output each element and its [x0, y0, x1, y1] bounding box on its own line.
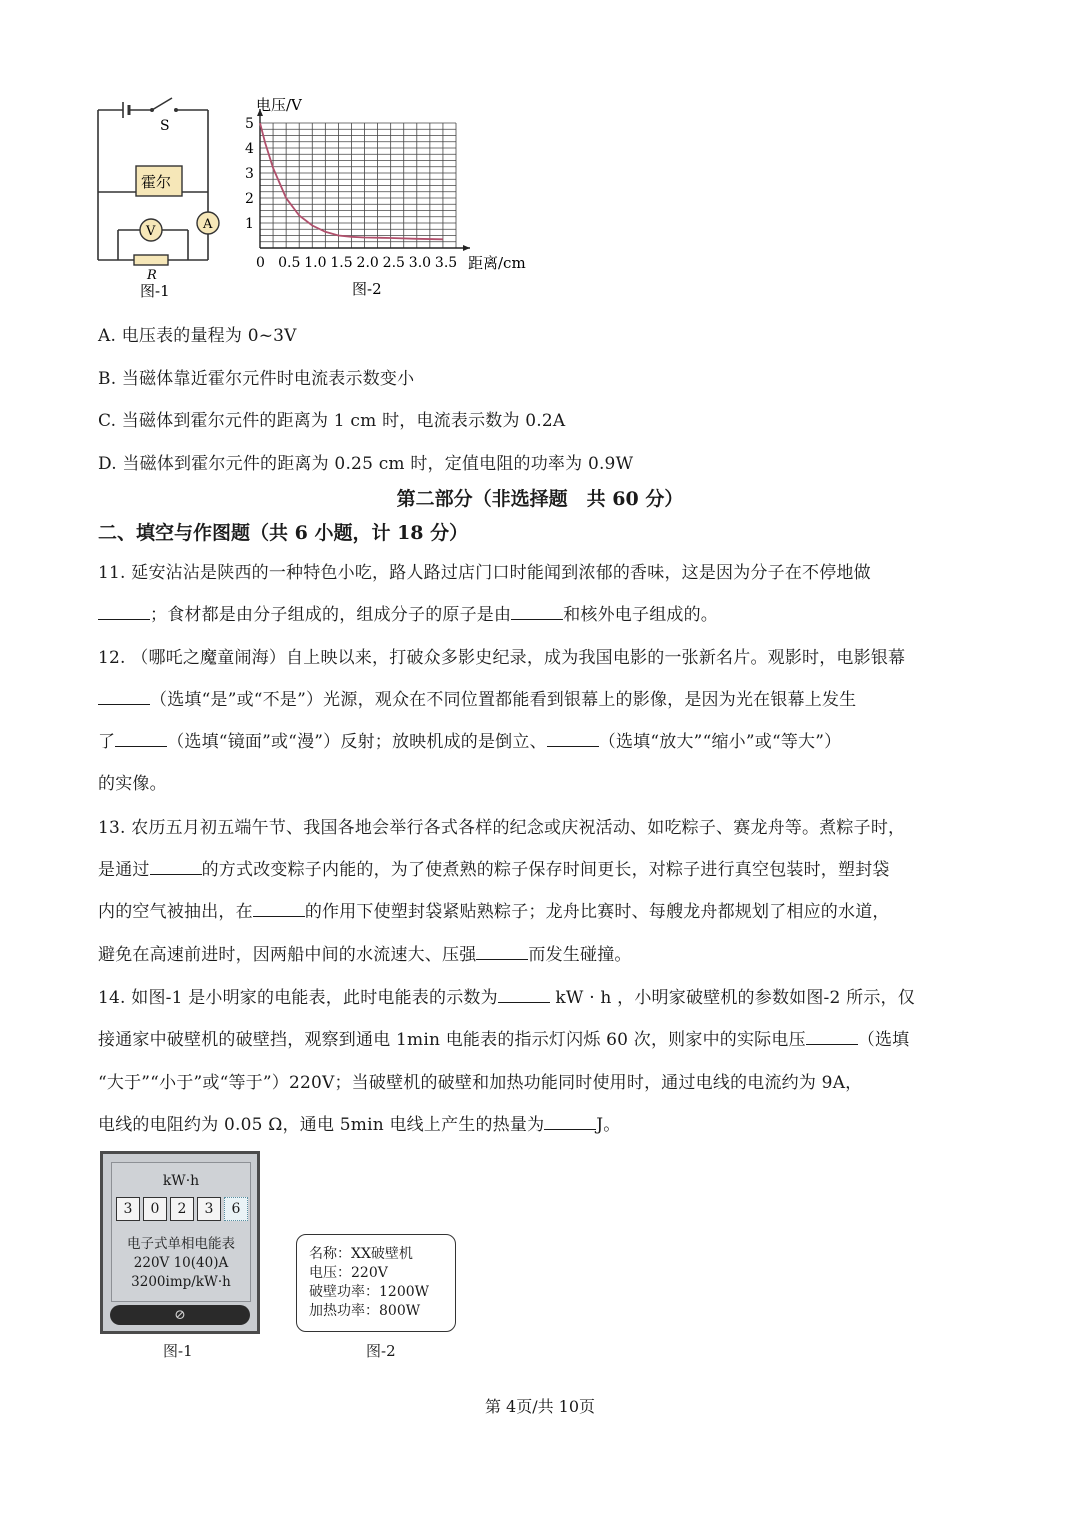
q14-text: kW · h ，小明家破壁机的参数如图-2 所示，仅: [549, 988, 915, 1008]
x-tick-label: 1.0: [304, 255, 327, 271]
option-b: B. 当磁体靠近霍尔元件时电流表示数变小: [98, 369, 415, 389]
section-title: 二、填空与作图题（共 6 小题，计 18 分）: [98, 522, 469, 544]
option-d: D. 当磁体到霍尔元件的距离为 0.25 cm 时，定值电阻的功率为 0.9W: [98, 454, 634, 474]
x-axis-label: 距离/cm: [468, 254, 526, 272]
y-tick-label: 4: [245, 141, 254, 157]
meter-digit: 3: [116, 1197, 140, 1221]
answer-blank[interactable]: [115, 732, 167, 747]
voltmeter-label: V: [146, 224, 156, 239]
part-two-title: 第二部分（非选择题 共 60 分）: [396, 488, 684, 510]
q14-line3: “大于”“小于”或“等于”）220V；当破壁机的破壁和加热功能同时使用时，通过电线的电流约为 9A，: [98, 1073, 863, 1093]
meter-unit: kW·h: [162, 1173, 200, 1189]
answer-blank[interactable]: [806, 1030, 858, 1045]
q12-line4: 的实像。: [98, 774, 167, 794]
graph-caption: 图-2: [352, 280, 382, 298]
ammeter-label: A: [203, 217, 213, 232]
answer-blank[interactable]: [476, 945, 528, 960]
q12-text: （选填“镜面”或“漫”）反射；放映机成的是倒立、: [167, 732, 547, 752]
option-c: C. 当磁体到霍尔元件的距离为 1 cm 时，电流表示数为 0.2A: [98, 411, 566, 431]
q13-line2: [98, 855, 890, 880]
q11-line2: [98, 600, 718, 625]
answer-blank[interactable]: [547, 732, 599, 747]
resistor-label: R: [147, 268, 157, 283]
circuit-diagram: [90, 90, 230, 302]
q13-line4: [98, 940, 632, 965]
resistor: [134, 255, 168, 265]
blender-params: [296, 1234, 456, 1332]
x-tick-label: 1.5: [330, 255, 353, 271]
q12-line1: 12. （哪吒之魔童闹海）自上映以来，打破众多影史纪录，成为我国电影的一张新名片。观影时，电影银幕: [98, 648, 906, 668]
q12-text: 了: [98, 732, 116, 752]
answer-blank[interactable]: [150, 860, 202, 875]
meter-digit-decimal: 6: [224, 1197, 248, 1221]
meter-symbol-icon: ⊘: [174, 1307, 186, 1323]
x-tick-label: 2.0: [356, 255, 379, 271]
param-crush-power: 破壁功率：1200W: [309, 1284, 430, 1300]
answer-blank[interactable]: [98, 605, 150, 620]
meter-digit: 0: [143, 1197, 167, 1221]
q13-text: 内的空气被抽出，在: [98, 902, 253, 922]
meter-caption: 图-1: [163, 1342, 193, 1360]
q13-text: 避免在高速前进时，因两船中间的水流速大、压强: [98, 945, 477, 965]
q14-text: 接通家中破壁机的破壁挡，观察到通电 1min 电能表的指示灯闪烁 60 次，则家中的实际电压: [98, 1030, 806, 1050]
x-tick-label: 2.5: [382, 255, 405, 271]
meter-digit: 3: [197, 1197, 221, 1221]
y-tick-label: 3: [245, 166, 254, 182]
x-tick-label: 0.5: [278, 255, 301, 271]
voltage-distance-chart: [236, 92, 536, 302]
q11-text: ；食材都是由分子组成的，组成分子的原子是由: [150, 605, 512, 625]
y-tick-label: 5: [245, 116, 254, 132]
x-tick-label: 3.0: [408, 255, 432, 271]
param-name: 名称：XX破壁机: [309, 1246, 413, 1262]
page-footer: 第 4页/共 10页: [484, 1397, 596, 1416]
answer-blank[interactable]: [511, 605, 563, 620]
q13-text: 而发生碰撞。: [528, 945, 632, 965]
meter-name: 电子式单相电能表: [127, 1236, 235, 1252]
electric-meter: [100, 1151, 260, 1334]
q14-line1: [98, 983, 915, 1008]
answer-blank[interactable]: [544, 1115, 596, 1130]
q11-text: 和核外电子组成的。: [563, 605, 719, 625]
meter-specs: [112, 1235, 250, 1292]
x-axis-arrow: [463, 245, 470, 251]
q13-text: 是通过: [98, 860, 150, 880]
meter-constant: 3200imp/kW·h: [131, 1274, 231, 1290]
x-tick-label: 3.5: [434, 255, 458, 271]
meter-rating: 220V 10(40)A: [133, 1255, 229, 1271]
meter-base: [110, 1305, 250, 1325]
q12-line2: [98, 685, 856, 710]
q12-text: （选填“放大”“缩小”或“等大”）: [598, 732, 842, 752]
option-a: A. 电压表的量程为 0~3V: [98, 326, 297, 346]
param-heat-power: 加热功率：800W: [309, 1303, 421, 1319]
answer-blank[interactable]: [98, 690, 150, 705]
hall-label: 霍尔: [141, 173, 172, 191]
q14-line2: [98, 1025, 909, 1050]
q14-text: J。: [596, 1115, 621, 1135]
q13-line3: [98, 897, 890, 922]
q14-text: 14. 如图-1 是小明家的电能表，此时电能表的示数为: [98, 988, 498, 1008]
switch-label: S: [160, 118, 170, 134]
y-tick-label: 2: [245, 191, 254, 207]
q13-line1: 13. 农历五月初五端午节、我国各地会举行各式各样的纪念或庆祝活动、如吃粽子、赛龙舟等。煮粽子时，: [98, 818, 906, 838]
q13-text: 的作用下使塑封袋紧贴熟粽子；龙舟比赛时、每艘龙舟都规划了相应的水道，: [304, 902, 890, 922]
q14-line4: [98, 1110, 621, 1135]
meter-digits: [116, 1197, 248, 1221]
q12-line3: [98, 727, 841, 752]
q14-text: 电线的电阻约为 0.05 Ω，通电 5min 电线上产生的热量为: [98, 1115, 545, 1135]
meter-panel: [111, 1162, 251, 1302]
answer-blank[interactable]: [253, 902, 305, 917]
params-caption: 图-2: [366, 1342, 396, 1360]
y-tick-label: 1: [245, 216, 254, 232]
param-voltage: 电压：220V: [309, 1265, 388, 1281]
q13-text: 的方式改变粽子内能的，为了使煮熟的粽子保存时间更长，对粽子进行真空包装时，塑封袋: [201, 860, 890, 880]
answer-blank[interactable]: [498, 988, 550, 1003]
q12-text: （选填“是”或“不是”）光源，观众在不同位置都能看到银幕上的影像，是因为光在银幕上发生: [150, 690, 857, 710]
x-tick-label: 0: [256, 255, 265, 271]
meter-digit: 2: [170, 1197, 194, 1221]
circuit-caption: 图-1: [140, 282, 170, 300]
y-axis-label: 电压/V: [256, 96, 302, 114]
q11-line1: 11. 延安沾沾是陕西的一种特色小吃，路人路过店门口时能闻到浓郁的香味，这是因为分子在不停地做: [98, 563, 871, 583]
q14-text: （选填: [857, 1030, 910, 1050]
